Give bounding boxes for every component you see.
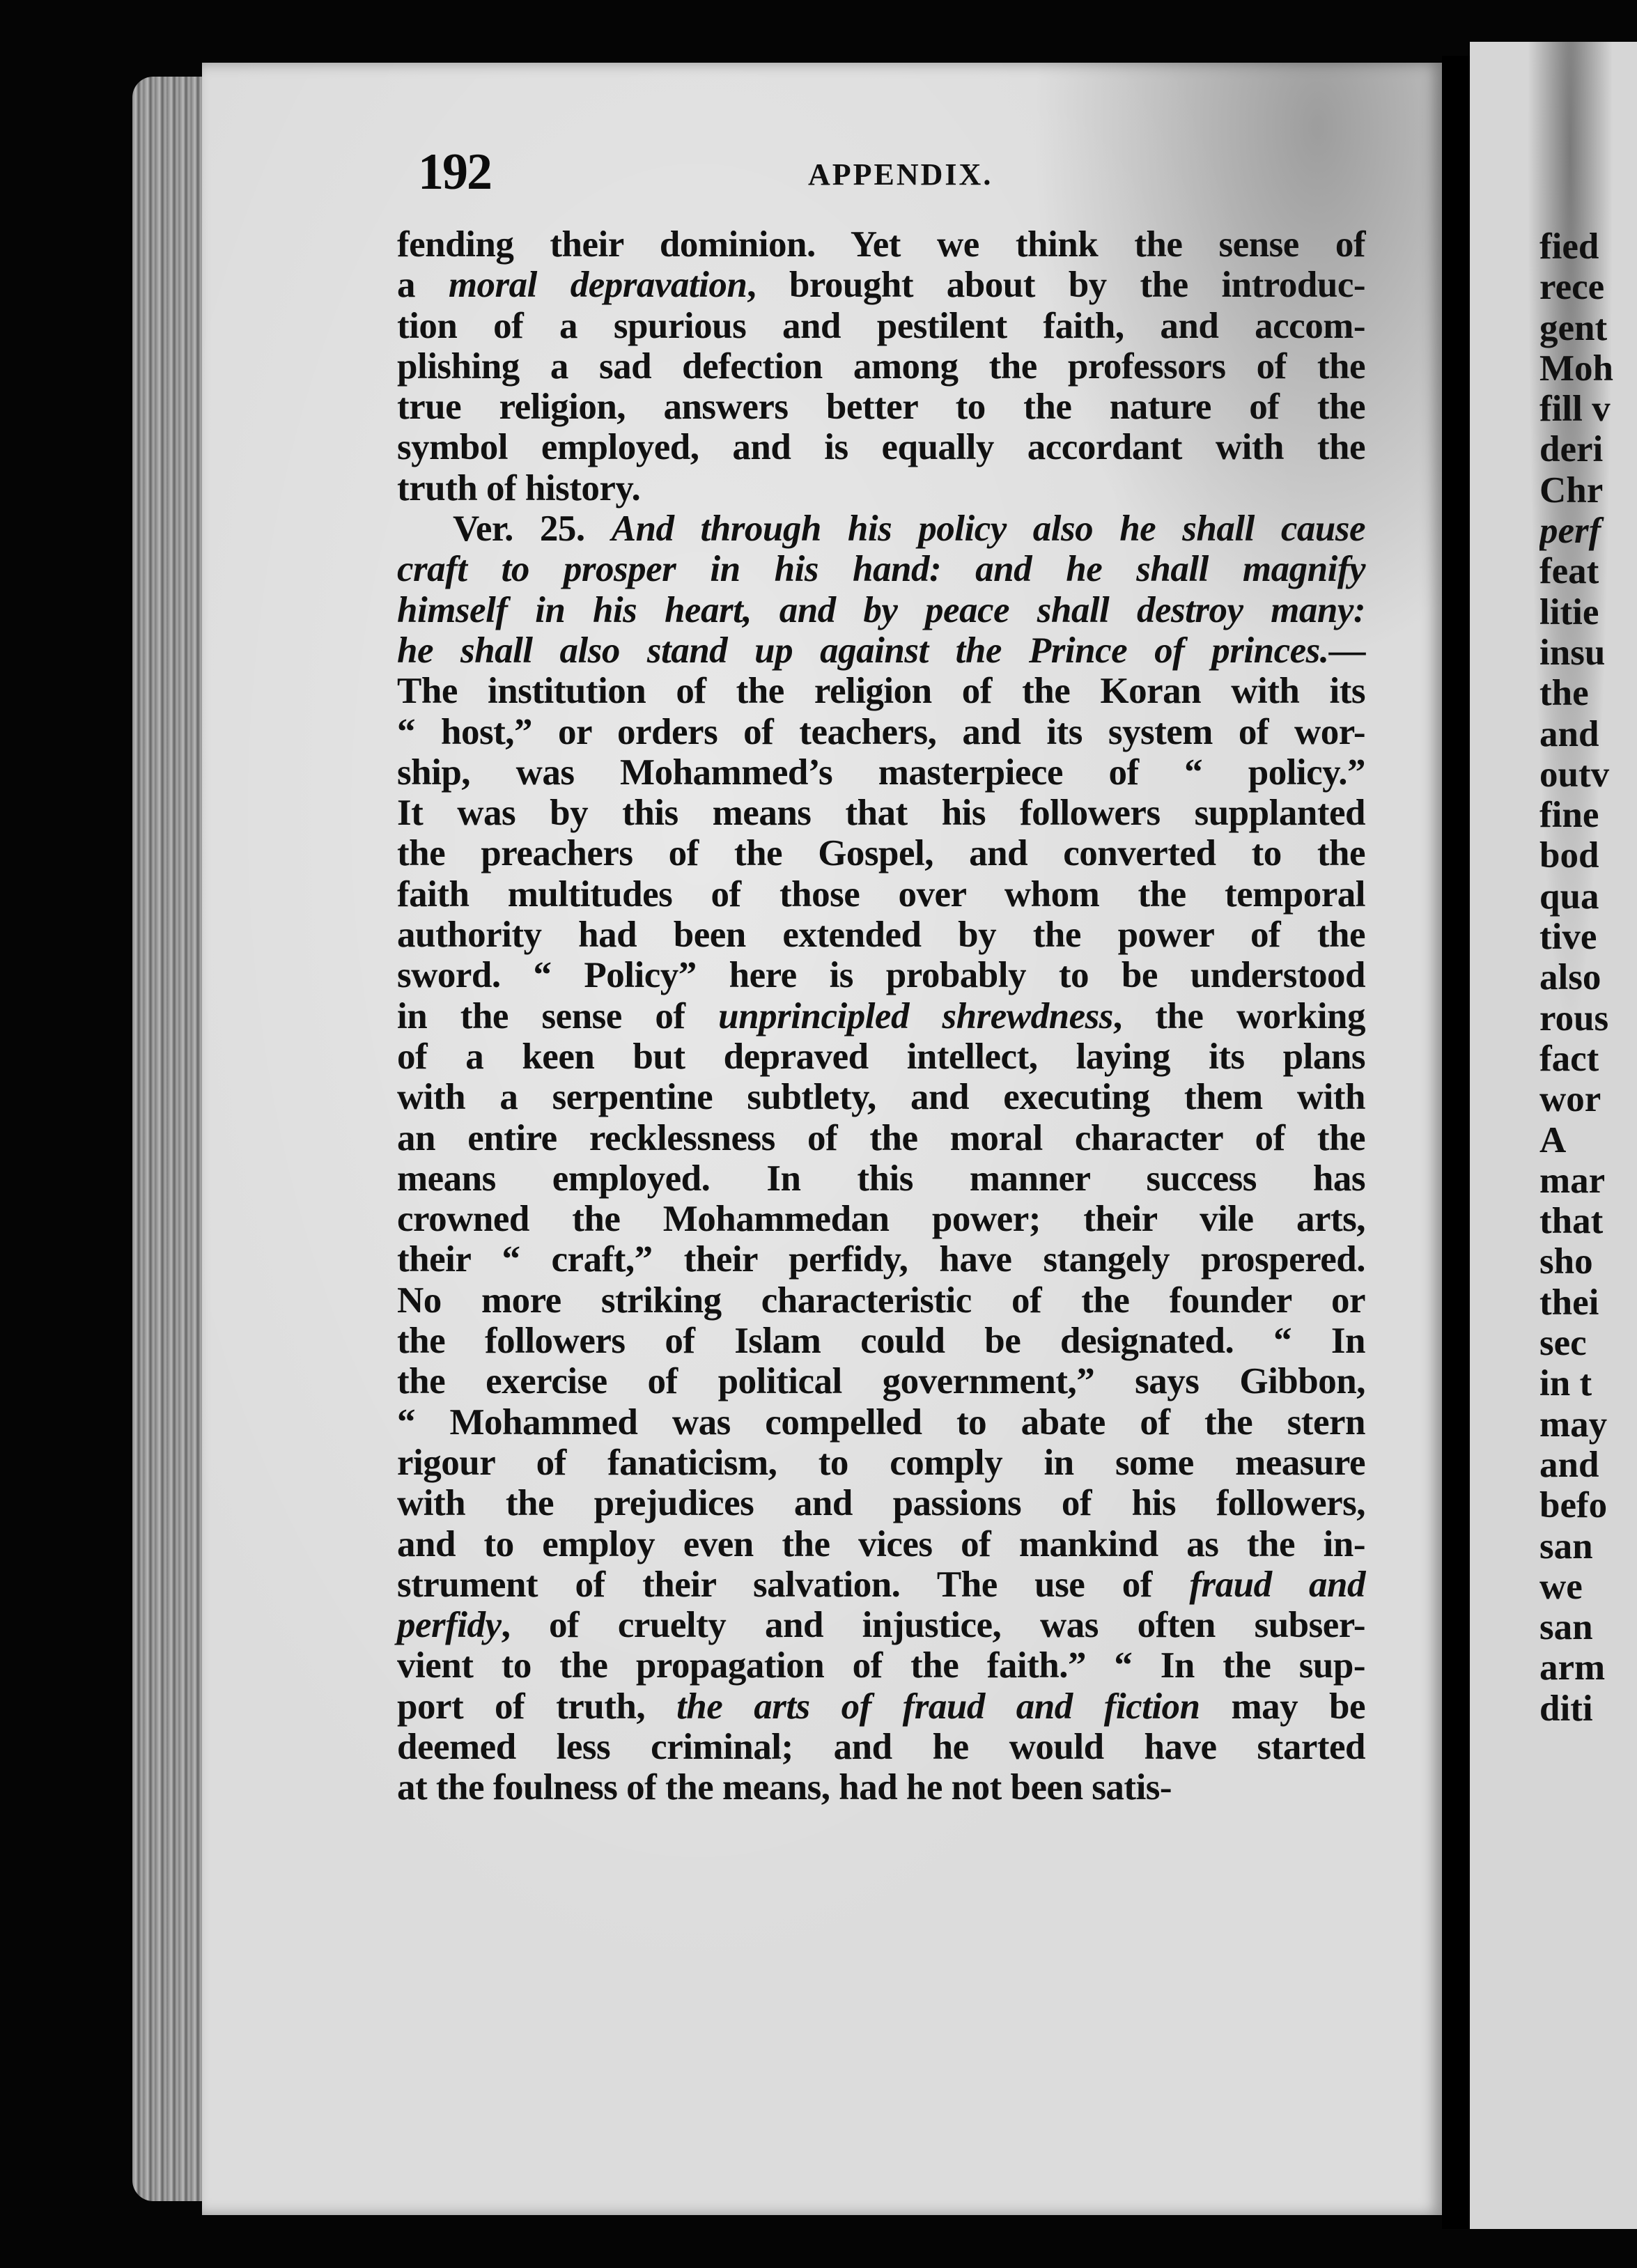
text-line: at the foulness of the means, had he not been satis- bbox=[397, 1767, 1172, 1808]
right-text-fragment: diti bbox=[1539, 1688, 1593, 1729]
text-line: with the prejudices and passions of his followers, bbox=[397, 1483, 1365, 1524]
right-text-fragment: fied bbox=[1539, 226, 1599, 267]
text-line: means employed. In this manner success has bbox=[397, 1158, 1365, 1199]
right-text-fragment: fill v bbox=[1539, 389, 1611, 430]
right-text-fragment: rous bbox=[1539, 997, 1609, 1039]
text-line: their “ craft,” their perfidy, have stangely prospered. bbox=[397, 1239, 1365, 1280]
text-line: “ host,” or orders of teachers, and its system of wor- bbox=[397, 711, 1365, 752]
text-line: true religion, answers better to the nature of the bbox=[397, 387, 1365, 428]
right-text-fragment: thei bbox=[1539, 1282, 1599, 1323]
right-text-fragment: the bbox=[1539, 673, 1589, 714]
text-line: perfidy, of cruelty and injustice, was often subser- bbox=[397, 1605, 1365, 1646]
right-text-fragment: san bbox=[1539, 1607, 1593, 1648]
running-head: APPENDIX. bbox=[808, 157, 993, 192]
right-text-fragment: in t bbox=[1539, 1363, 1592, 1404]
text-line: symbol employed, and is equally accordant with the bbox=[397, 427, 1365, 468]
right-text-fragment: that bbox=[1539, 1201, 1604, 1242]
page-header bbox=[418, 143, 1358, 205]
right-text-fragment: sec bbox=[1539, 1323, 1587, 1364]
text-line: It was by this means that his followers supplanted bbox=[397, 793, 1365, 834]
text-line: the followers of Islam could be designated. “ In bbox=[397, 1321, 1365, 1362]
text-line: Ver. 25. And through his policy also he shall cause bbox=[453, 508, 1365, 550]
right-text-fragment: Moh bbox=[1539, 348, 1613, 389]
right-text-fragment: A bbox=[1539, 1119, 1567, 1160]
right-text-fragment: and bbox=[1539, 1444, 1599, 1485]
text-line: faith multitudes of those over whom the temporal bbox=[397, 873, 1365, 915]
text-line: himself in his heart, and by peace shall destroy many: bbox=[397, 589, 1365, 630]
text-line: “ Mohammed was compelled to abate of the stern bbox=[397, 1401, 1365, 1443]
right-text-fragment: feat bbox=[1539, 551, 1599, 592]
right-text-fragment: arm bbox=[1539, 1647, 1606, 1688]
right-text-fragment: sho bbox=[1539, 1241, 1593, 1282]
right-text-fragment: also bbox=[1539, 957, 1601, 998]
right-text-fragment: san bbox=[1539, 1525, 1593, 1567]
text-line: an entire recklessness of the moral character of the bbox=[397, 1117, 1365, 1158]
text-line: the exercise of political government,” says Gibbon, bbox=[397, 1361, 1365, 1402]
text-line: rigour of fanaticism, to comply in some measure bbox=[397, 1442, 1365, 1483]
text-line: in the sense of unprincipled shrewdness, the working bbox=[397, 995, 1365, 1036]
page-number: 192 bbox=[418, 143, 491, 201]
right-text-fragment: may bbox=[1539, 1404, 1608, 1445]
text-line: tion of a spurious and pestilent faith, and accom- bbox=[397, 305, 1365, 346]
right-text-fragment: mar bbox=[1539, 1160, 1606, 1201]
right-text-fragment: rece bbox=[1539, 267, 1605, 308]
text-line: plishing a sad defection among the professors of the bbox=[397, 345, 1365, 387]
text-line: with a serpentine subtlety, and executing them with bbox=[397, 1077, 1365, 1118]
text-line: truth of history. bbox=[397, 467, 641, 508]
text-line: strument of their salvation. The use of fraud and bbox=[397, 1564, 1365, 1605]
right-text-fragment: tive bbox=[1539, 917, 1597, 958]
right-page-text-fragments bbox=[1539, 226, 1637, 1729]
right-text-fragment: insu bbox=[1539, 632, 1606, 673]
text-line: deemed less criminal; and he would have started bbox=[397, 1726, 1365, 1767]
text-line: the preachers of the Gospel, and converted to the bbox=[397, 833, 1365, 874]
right-text-fragment: befo bbox=[1539, 1485, 1608, 1526]
right-text-fragment: Chr bbox=[1539, 469, 1604, 511]
text-line: sword. “ Policy” here is probably to be understood bbox=[397, 955, 1365, 996]
right-text-fragment: gent bbox=[1539, 307, 1608, 348]
right-text-fragment: and bbox=[1539, 713, 1599, 754]
text-line: authority had been extended by the power of the bbox=[397, 915, 1365, 956]
text-line: vient to the propagation of the faith.” “ In the sup- bbox=[397, 1645, 1365, 1686]
text-line: a moral depravation, brought about by the introduc- bbox=[397, 265, 1365, 306]
text-line: ship, was Mohammed’s masterpiece of “ policy.” bbox=[397, 752, 1365, 793]
right-text-fragment: bod bbox=[1539, 835, 1599, 876]
right-text-fragment: wor bbox=[1539, 1079, 1601, 1120]
right-text-fragment: we bbox=[1539, 1566, 1583, 1607]
text-line: fending their dominion. Yet we think the sense of bbox=[397, 224, 1365, 265]
right-text-fragment: qua bbox=[1539, 876, 1599, 917]
text-line: craft to prosper in his hand: and he shall magnify bbox=[397, 549, 1365, 590]
right-text-fragment: perf bbox=[1539, 511, 1601, 552]
right-text-fragment: deri bbox=[1539, 429, 1604, 470]
text-line: The institution of the religion of the Koran with its bbox=[397, 671, 1365, 712]
right-text-fragment: fine bbox=[1539, 795, 1599, 836]
text-line: crowned the Mohammedan power; their vile arts, bbox=[397, 1199, 1365, 1240]
right-text-fragment: outv bbox=[1539, 754, 1610, 795]
right-text-fragment: fact bbox=[1539, 1038, 1599, 1079]
text-line: of a keen but depraved intellect, laying its plans bbox=[397, 1036, 1365, 1077]
book-gutter bbox=[1442, 56, 1470, 2229]
right-text-fragment: litie bbox=[1539, 591, 1599, 632]
text-line: and to employ even the vices of mankind as the in- bbox=[397, 1523, 1365, 1564]
left-page-text bbox=[397, 224, 1365, 1808]
text-line: No more striking characteristic of the founder or bbox=[397, 1280, 1365, 1321]
text-line: port of truth, the arts of fraud and fiction may be bbox=[397, 1686, 1366, 1727]
text-line: he shall also stand up against the Prince of princes.— bbox=[397, 630, 1365, 671]
